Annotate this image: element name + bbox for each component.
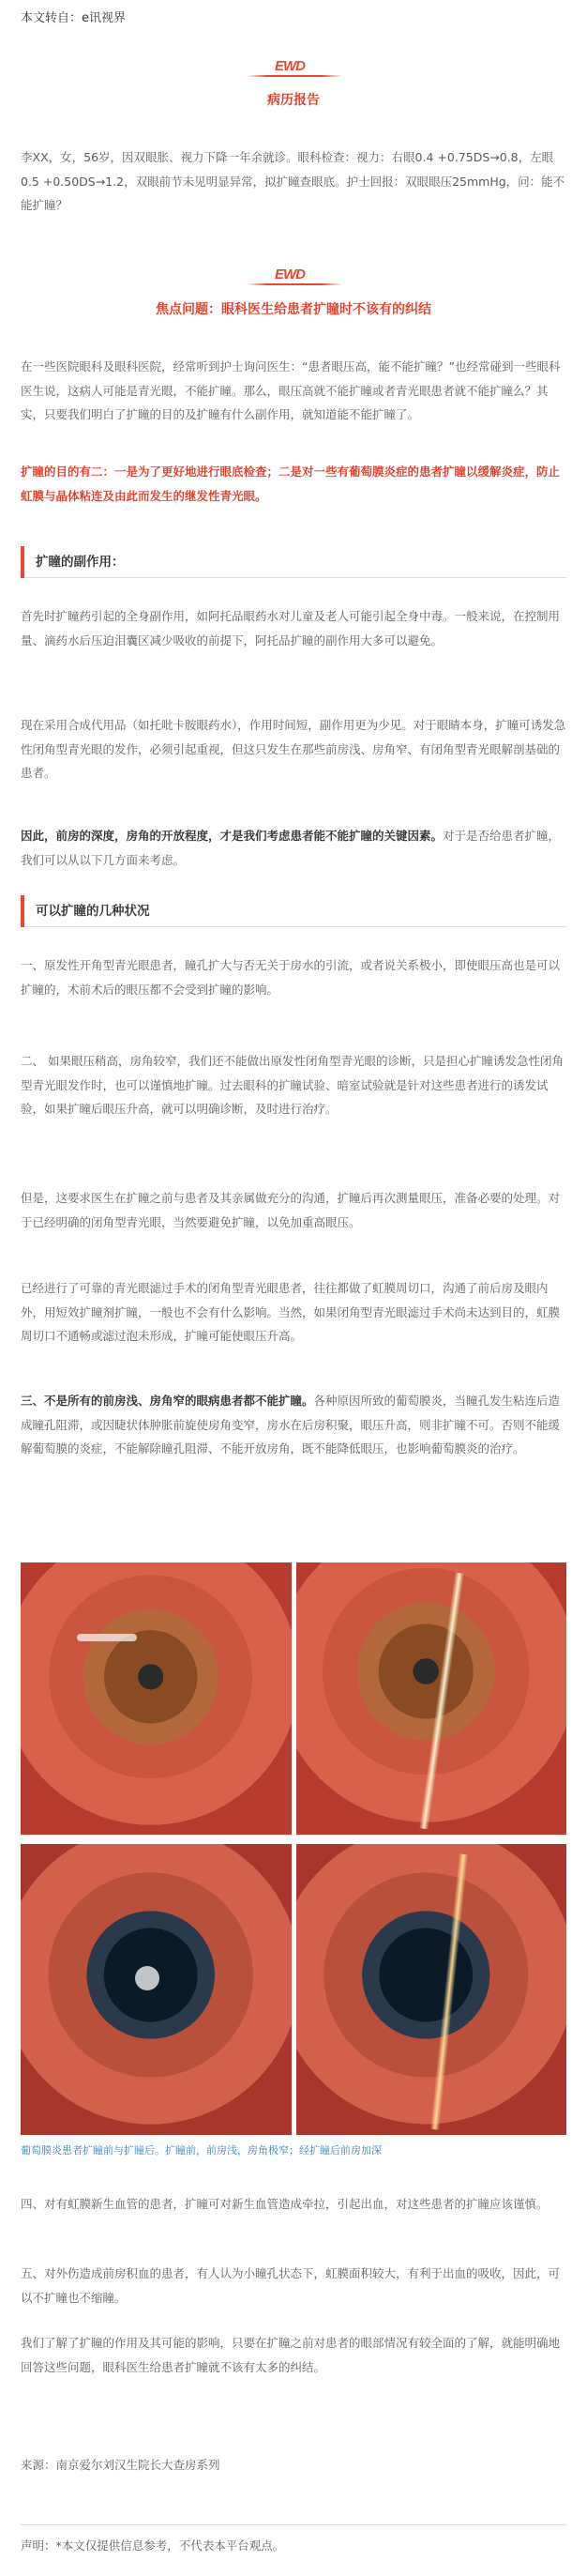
- case-paragraph: 李XX，女，56岁，因双眼胀、视力下降一年余就诊。眼科检查：视力：右眼0.4 +0.75DS→0.8，左眼0.5 +0.50DS→1.2，双眼前节未见明显异常，拟扩瞳查眼底。护士回报：双眼眼压25mmHg，问：能不能扩瞳？: [21, 150, 565, 212]
- dilation-purpose-paragraph: 扩瞳的目的有二：一是为了更好地进行眼底检查；二是对一些有葡萄膜炎症的患者扩瞳以缓解炎症，防止虹膜与晶体粘连及由此而发生的继发性青光眼。: [21, 465, 561, 503]
- condition-3-bold-text: 三、不是所有的前房浅、房角窄的眼病患者都不能扩瞳。: [21, 1394, 314, 1408]
- footer-divider: [21, 2524, 566, 2525]
- eye-photo-after-bottom: [296, 1844, 566, 2135]
- condition-5-paragraph: 五、对外伤造成前房积血的患者，有人认为小瞳孔状态下，虹膜面积较大，有利于出血的吸收，因此，可以不扩瞳也不缩瞳。: [21, 2266, 561, 2305]
- section-title-focus-question: 焦点问题：眼科医生给患者扩瞳时不该有的纠结: [156, 302, 431, 317]
- figure-caption: 葡萄膜炎患者扩瞳前与扩瞳后。扩瞳前，前房浅，房角极窄；经扩瞳后前房加深: [21, 2144, 382, 2157]
- eye-photo-before-bottom: [21, 1844, 292, 2135]
- source-line: 本文转自：e讯视界: [21, 11, 126, 25]
- key-factor-rest-text: 对于是否给患者扩瞳，我们可以从以下几方面来考虑。: [21, 829, 561, 867]
- side-effects-paragraph-3: [21, 824, 566, 872]
- side-effects-heading: [21, 546, 566, 578]
- condition-2-surgery-paragraph: 已经进行了可靠的青光眼滤过手术的闭角型青光眼患者，往往都做了虹膜周切口，沟通了前后房及眼内外，用短效扩瞳剂扩瞳，一般也不会有什么影响。当然，如果闭角型青光眼滤过手术尚未达到目的，虹膜周切口不通畅或滤过泡未形成，扩瞳可能使眼压升高。: [21, 1281, 561, 1343]
- eye-photo-after-top: [296, 1562, 566, 1835]
- condition-3-rest-text: 各种原因所致的葡萄膜炎，当瞳孔发生粘连后造成瞳孔阻滞，或因睫状体肿胀前旋使房角变窄，房水在后房积聚，眼压升高，则非扩瞳不可。否则不能缓解葡萄膜的炎症，不能解除瞳孔阻滞、不能开放房角，既不能降低眼压，也影响葡萄膜炎的治疗。: [21, 1394, 561, 1456]
- section-title-case-report: 病历报告: [267, 93, 320, 108]
- condition-2-followup-paragraph: 但是，这要求医生在扩瞳之前与患者及其亲属做充分的沟通，扩瞳后再次测量眼压，准备必要的处理。对于已经明确的闭角型青光眼，当然要避免扩瞳，以免加重高眼压。: [21, 1191, 561, 1229]
- dilation-conditions-heading: [21, 895, 566, 927]
- side-effects-paragraph-1: 首先时扩瞳药引起的全身副作用，如阿托品眼药水对儿童及老人可能引起全身中毒。一般来说，在控制用量、滴药水后压迫泪囊区减少吸收的前提下，阿托品扩瞳的副作用大多可以避免。: [21, 609, 561, 648]
- ewd-logo: [247, 58, 340, 83]
- eye-photo-before-top: [21, 1562, 292, 1835]
- key-factor-bold-text: 因此，前房的深度，房角的开放程度，才是我们考虑患者能不能扩瞳的关键因素。: [21, 829, 444, 843]
- condition-1-paragraph: 一、原发性开角型青光眼患者，瞳孔扩大与否无关于房水的引流，或者说关系极小，即使眼压高也是可以扩瞳的，术前术后的眼压都不会受到扩瞳的影响。: [21, 958, 561, 997]
- intro-paragraph: 在一些医院眼科及眼科医院，经常听到护士询问医生：“患者眼压高，能不能扩瞳？”也经常碰到一些眼科医生说，这病人可能是青光眼，不能扩瞳。那么，眼压高就不能扩瞳或者青光眼患者就不能扩瞳么？其实，只要我们明白了扩瞳的目的及扩瞳有什么副作用，就知道能不能扩瞳了。: [21, 359, 561, 421]
- ewd-logo: [247, 267, 340, 291]
- side-effects-paragraph-2: 现在采用合成代用品（如托吡卡胺眼药水），作用时间短，副作用更为少见。对于眼睛本身，扩瞳可诱发急性闭角型青光眼的发作，必须引起重视，但这只发生在那些前房浅、房角窄、有闭角型青光眼解剖基础的患者。: [21, 718, 566, 780]
- footer-statement: 声明：*本文仅提供信息参考，不代表本平台观点。: [21, 2538, 285, 2553]
- logo-text: EWD: [275, 267, 305, 282]
- dilation-conditions-heading-text: 可以扩瞳的几种状况: [36, 904, 150, 919]
- conclusion-paragraph: 我们了解了扩瞳的作用及其可能的影响，只要在扩瞳之前对患者的眼部情况有较全面的了解，就能明确地回答这些问题，眼科医生给患者扩瞳就不该有太多的纠结。: [21, 2336, 561, 2374]
- condition-4-paragraph: 四、对有虹膜新生血管的患者，扩瞳可对新生血管造成牵拉，引起出血，对这些患者的扩瞳应该谨慎。: [21, 2197, 549, 2211]
- logo-text: EWD: [275, 58, 305, 74]
- condition-3-paragraph: [21, 1389, 566, 1461]
- condition-2-paragraph: 二、 如果眼压稍高，房角较窄，我们还不能做出原发性闭角型青光眼的诊断，只是担心扩瞳诱发急性闭角型青光眼发作时，也可以谨慎地扩瞳。过去眼科的扩瞳试验、暗室试验就是针对这些患者进行的诱发试验，如果扩瞳后眼压升高，就可以明确诊断，及时进行治疗。: [21, 1054, 564, 1116]
- side-effects-heading-text: 扩瞳的副作用：: [36, 555, 125, 570]
- footer-source: 来源：南京爱尔刘汉生院长大查房系列: [21, 2458, 220, 2472]
